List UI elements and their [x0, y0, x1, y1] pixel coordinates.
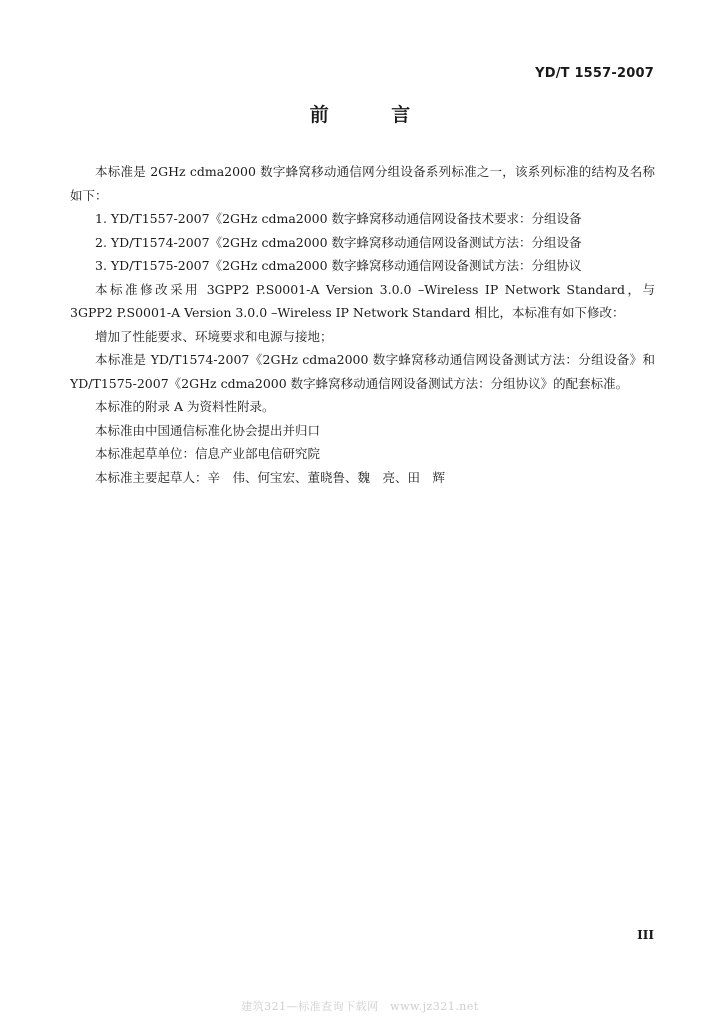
page-number: III: [637, 928, 654, 942]
paragraph-drafting-unit: 本标准起草单位：信息产业部电信研究院: [95, 446, 321, 461]
paragraph-intro: 本标准是 2GHz cdma2000 数字蜂窝移动通信网分组设备系列标准之一，该系列标准的结构及名称如下：: [70, 164, 655, 203]
paragraph-drafters: 本标准主要起草人：辛 伟、何宝宏、董晓鲁、魏 亮、田 辉: [95, 469, 446, 485]
page-title: 前 言: [309, 104, 439, 126]
list-item-standard-2: 2. YD/T1574-2007《2GHz cdma2000 数字蜂窝移动通信网设备测试方法：分组设备: [95, 234, 582, 250]
list-item-standard-3: 3. YD/T1575-2007《2GHz cdma2000 数字蜂窝移动通信网设备测试方法：分组协议: [95, 258, 582, 273]
paragraph-adoption: 本标准修改采用 3GPP2 P.S0001-A Version 3.0.0 –Wireless IP Network Standard，与 3GPP2 P.S0001-A Version 3.0.0 –Wireless IP Network Standard 相比，本标准有如下修改：: [70, 281, 655, 320]
paragraph-modifications: 增加了性能要求、环境要求和电源与接地；: [95, 328, 333, 344]
list-item-standard-1: 1. YD/T1557-2007《2GHz cdma2000 数字蜂窝移动通信网设备技术要求：分组设备: [95, 211, 582, 226]
paragraph-proposer: 本标准由中国通信标准化协会提出并归口: [95, 422, 321, 438]
paragraph-appendix: 本标准的附录 A 为资料性附录。: [95, 399, 275, 414]
foreword-body: [70, 160, 655, 489]
standard-code: YD/T 1557-2007: [535, 66, 654, 81]
watermark: 建筑321—标准查询下载网 www.jz321.net: [241, 1000, 479, 1013]
paragraph-companion: 本标准是 YD/T1574-2007《2GHz cdma2000 数字蜂窝移动通信网设备测试方法：分组设备》和 YD/T1575-2007《2GHz cdma2000 数字蜂窝移动通信网设备测试方法：分组协议》的配套标准。: [70, 352, 655, 391]
